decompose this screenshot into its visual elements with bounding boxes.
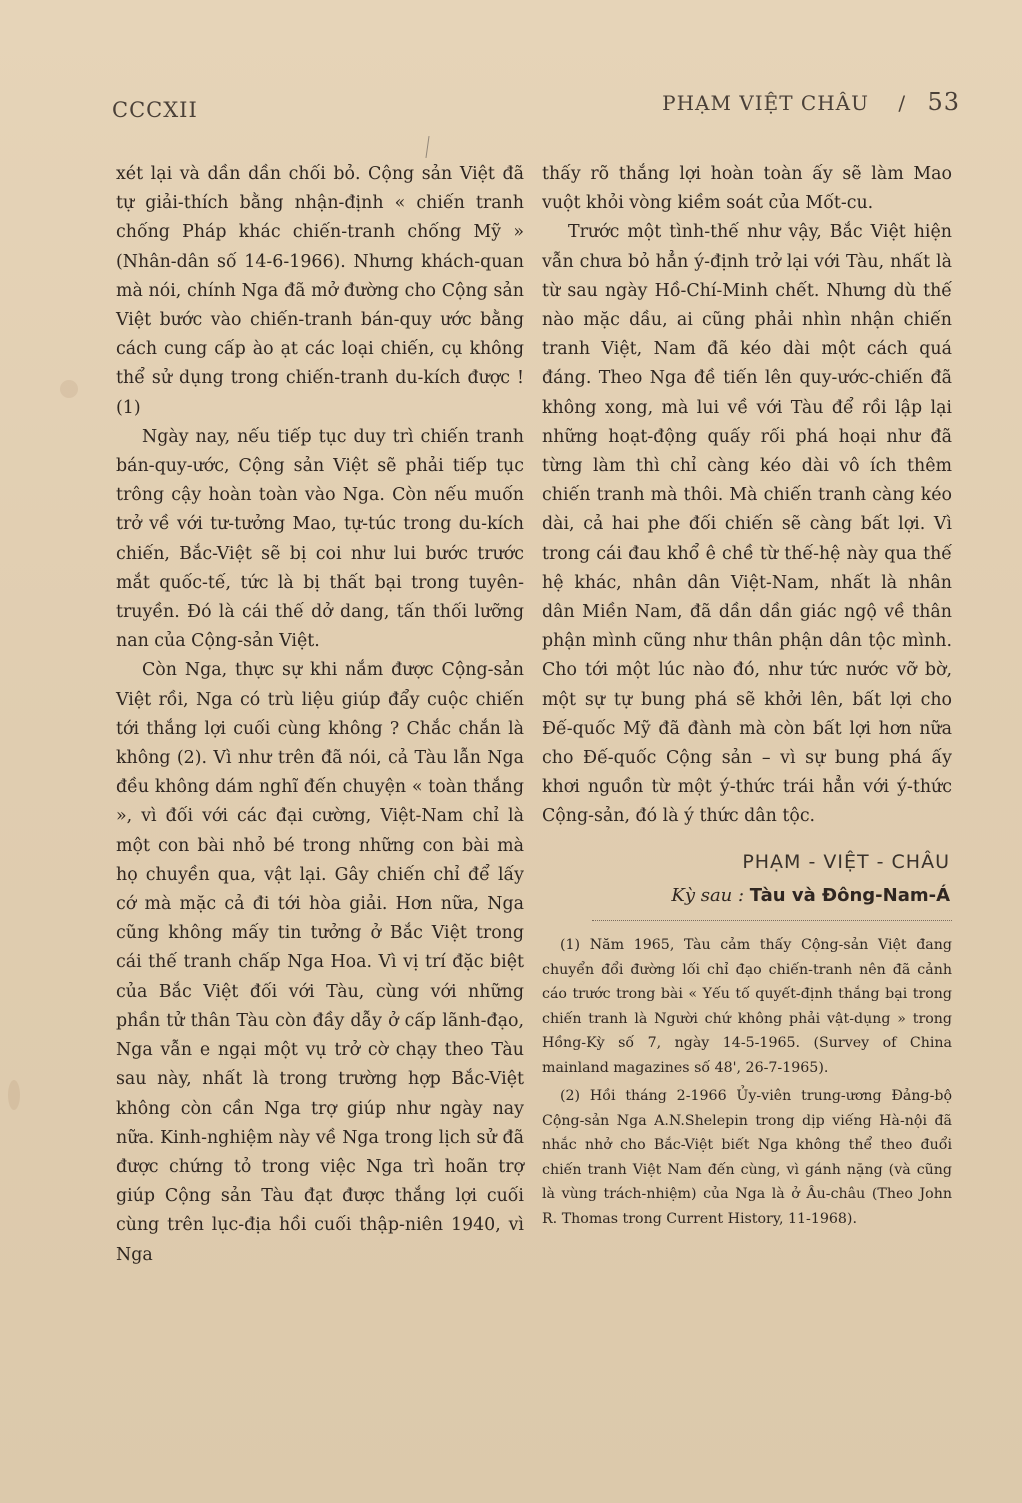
paragraph: Còn Nga, thực sự khi nắm được Cộng-sản Việt rồi, Nga có trù liệu giúp đẩy cuộc chiến tới thắng lợi cuối cùng không ? Chắc chắn là không (2). Vì như trên đã nói, cả Tàu lẫn Nga đều không dám nghĩ đến chuyện « toàn thắng », vì đối với các đại cường, Việt-Nam chỉ là một con bài nhỏ bé trong những con bài mà họ chuyền qua, vật lại. Gây chiến chỉ để lấy cớ mà mặc cả đi tới hòa giải. Hơn nữa, Nga cũng không mấy tin tưởng ở Bắc Việt trong cái thế tranh chấp Nga Hoa. Vì vị trí đặc biệt của Bắc Việt đối với Tàu, cùng với những phần tử thân Tàu còn đầy dẫy ở cấp lãnh-đạo, Nga vẫn e ngại một vụ trở cờ chạy theo Tàu sau này, nhất là trong trường hợp Bắc-Việt không còn cần Nga trợ giúp như ngày nay nữa. Kinh-nghiệm này về Nga trong lịch sử đã được chứng tỏ trong việc Nga trì hoãn trợ giúp Cộng sản Tàu đạt được thắng lợi cuối cùng trên lục-địa hồi cuối thập-niên 1940, vì Nga — [116, 660, 524, 1265]
roman-page-number: CCCXII — [112, 98, 198, 122]
author-signature: PHẠM - VIỆT - CHÂU — [742, 850, 950, 873]
running-header — [662, 88, 960, 116]
paragraph: Trước một tình-thế như vậy, Bắc Việt hiện vẫn chưa bỏ hẳn ý-định trở lại với Tàu, nhất là từ sau ngày Hồ-Chí-Minh chết. Nhưng dù thế nào mặc dầu, ai cũng phải nhìn nhận chiến tranh Việt, Nam đã kéo dài một cách quá đáng. Theo Nga đề tiến lên quy-ước-chiến đã không xong, mà lui về với Tàu để rồi lập lại những hoạt-động quấy rối phá hoại như đã từng làm thì chỉ càng kéo dài vô ích thêm chiến tranh mà thôi. Mà chiến tranh càng kéo dài, cả hai phe đối chiến sẽ càng bất lợi. Vì trong cái đau khổ ê chề từ thế-hệ này qua thế hệ khác, nhân dân Việt-Nam, nhất là nhân dân Miền Nam, đã dần dần giác ngộ về thân phận mình cũng như thân phận dân tộc mình. Cho tới một lúc nào đó, như tức nước vỡ bờ, một sự tự bung phá sẽ khởi lên, bất lợi cho Đế-quốc Mỹ đã đành mà còn bất lợi hơn nữa cho Đế-quốc Cộng sản – vì sự bung phá ấy khơi nguồn từ một ý-thức trái hẳn với ý-thức Cộng-sản, đó là ý thức dân tộc. — [542, 222, 952, 827]
left-column — [116, 160, 524, 1270]
footnotes — [542, 933, 952, 1231]
paragraph: thấy rõ thắng lợi hoàn toàn ấy sẽ làm Mao vuột khỏi vòng kiềm soát của Mốt-cu. — [542, 164, 952, 214]
footnote: (1) Năm 1965, Tàu cảm thấy Cộng-sản Việt đang chuyển đổi đường lối chỉ đạo chiến-tranh nên đã cảnh cáo trước trong bài « Yếu tố quyết-định thắng bại trong chiến tranh là Người chứ không phải vật-dụng » trong Hồng-Kỳ số 7, ngày 14-5-1965. (Survey of China mainland magazines số 48', 26-7-1965). — [542, 937, 952, 1076]
running-header-title: PHẠM VIỆT CHÂU — [662, 91, 869, 115]
next-installment-label: Kỳ sau : — [671, 884, 745, 906]
right-column — [542, 160, 952, 1235]
next-installment-title: Tàu và Đông-Nam-Á — [749, 884, 950, 906]
foxing-spot — [8, 1080, 20, 1110]
next-installment — [542, 881, 950, 910]
running-header-separator: / — [898, 91, 907, 115]
foxing-spot — [60, 380, 78, 398]
paragraph: xét lại và dần dần chối bỏ. Cộng sản Việt đã tự giải-thích bằng nhận-định « chiến tranh chống Pháp khác chiến-tranh chống Mỹ » (Nhân-dân số 14-6-1966). Nhưng khách-quan mà nói, chính Nga đã mở đường cho Cộng sản Việt bước vào chiến-tranh bán-quy ước bằng cách cung cấp ào ạt các loại chiến, cụ không thể sử dụng trong chiến-tranh du-kích được ! (1) — [116, 164, 524, 418]
footnote: (2) Hồi tháng 2-1966 Ủy-viên trung-ương Đảng-bộ Cộng-sản Nga A.N.Shelepin trong dịp viếng Hà-nội đã nhắc nhở cho Bắc-Việt biết Nga không thể theo đuổi chiến tranh Việt Nam đến cùng, vì gánh nặng (và cũng là vùng trách-nhiệm) của Nga là ở Âu-châu (Theo John R. Thomas trong Current History, 11-1968). — [542, 1088, 952, 1227]
pencil-mark — [425, 136, 429, 158]
page-number: 53 — [927, 88, 960, 116]
footnote-divider — [592, 920, 952, 921]
paragraph: Ngày nay, nếu tiếp tục duy trì chiến tranh bán-quy-ước, Cộng sản Việt sẽ phải tiếp tục trông cậy hoàn toàn vào Nga. Còn nếu muốn trở về với tư-tưởng Mao, tự-túc trong du-kích chiến, Bắc-Việt sẽ bị coi như lui bước trước mắt quốc-tế, tức là bị thất bại trong tuyên-truyền. Đó là cái thế dở dang, tấn thối lưỡng nan của Cộng-sản Việt. — [116, 426, 524, 652]
